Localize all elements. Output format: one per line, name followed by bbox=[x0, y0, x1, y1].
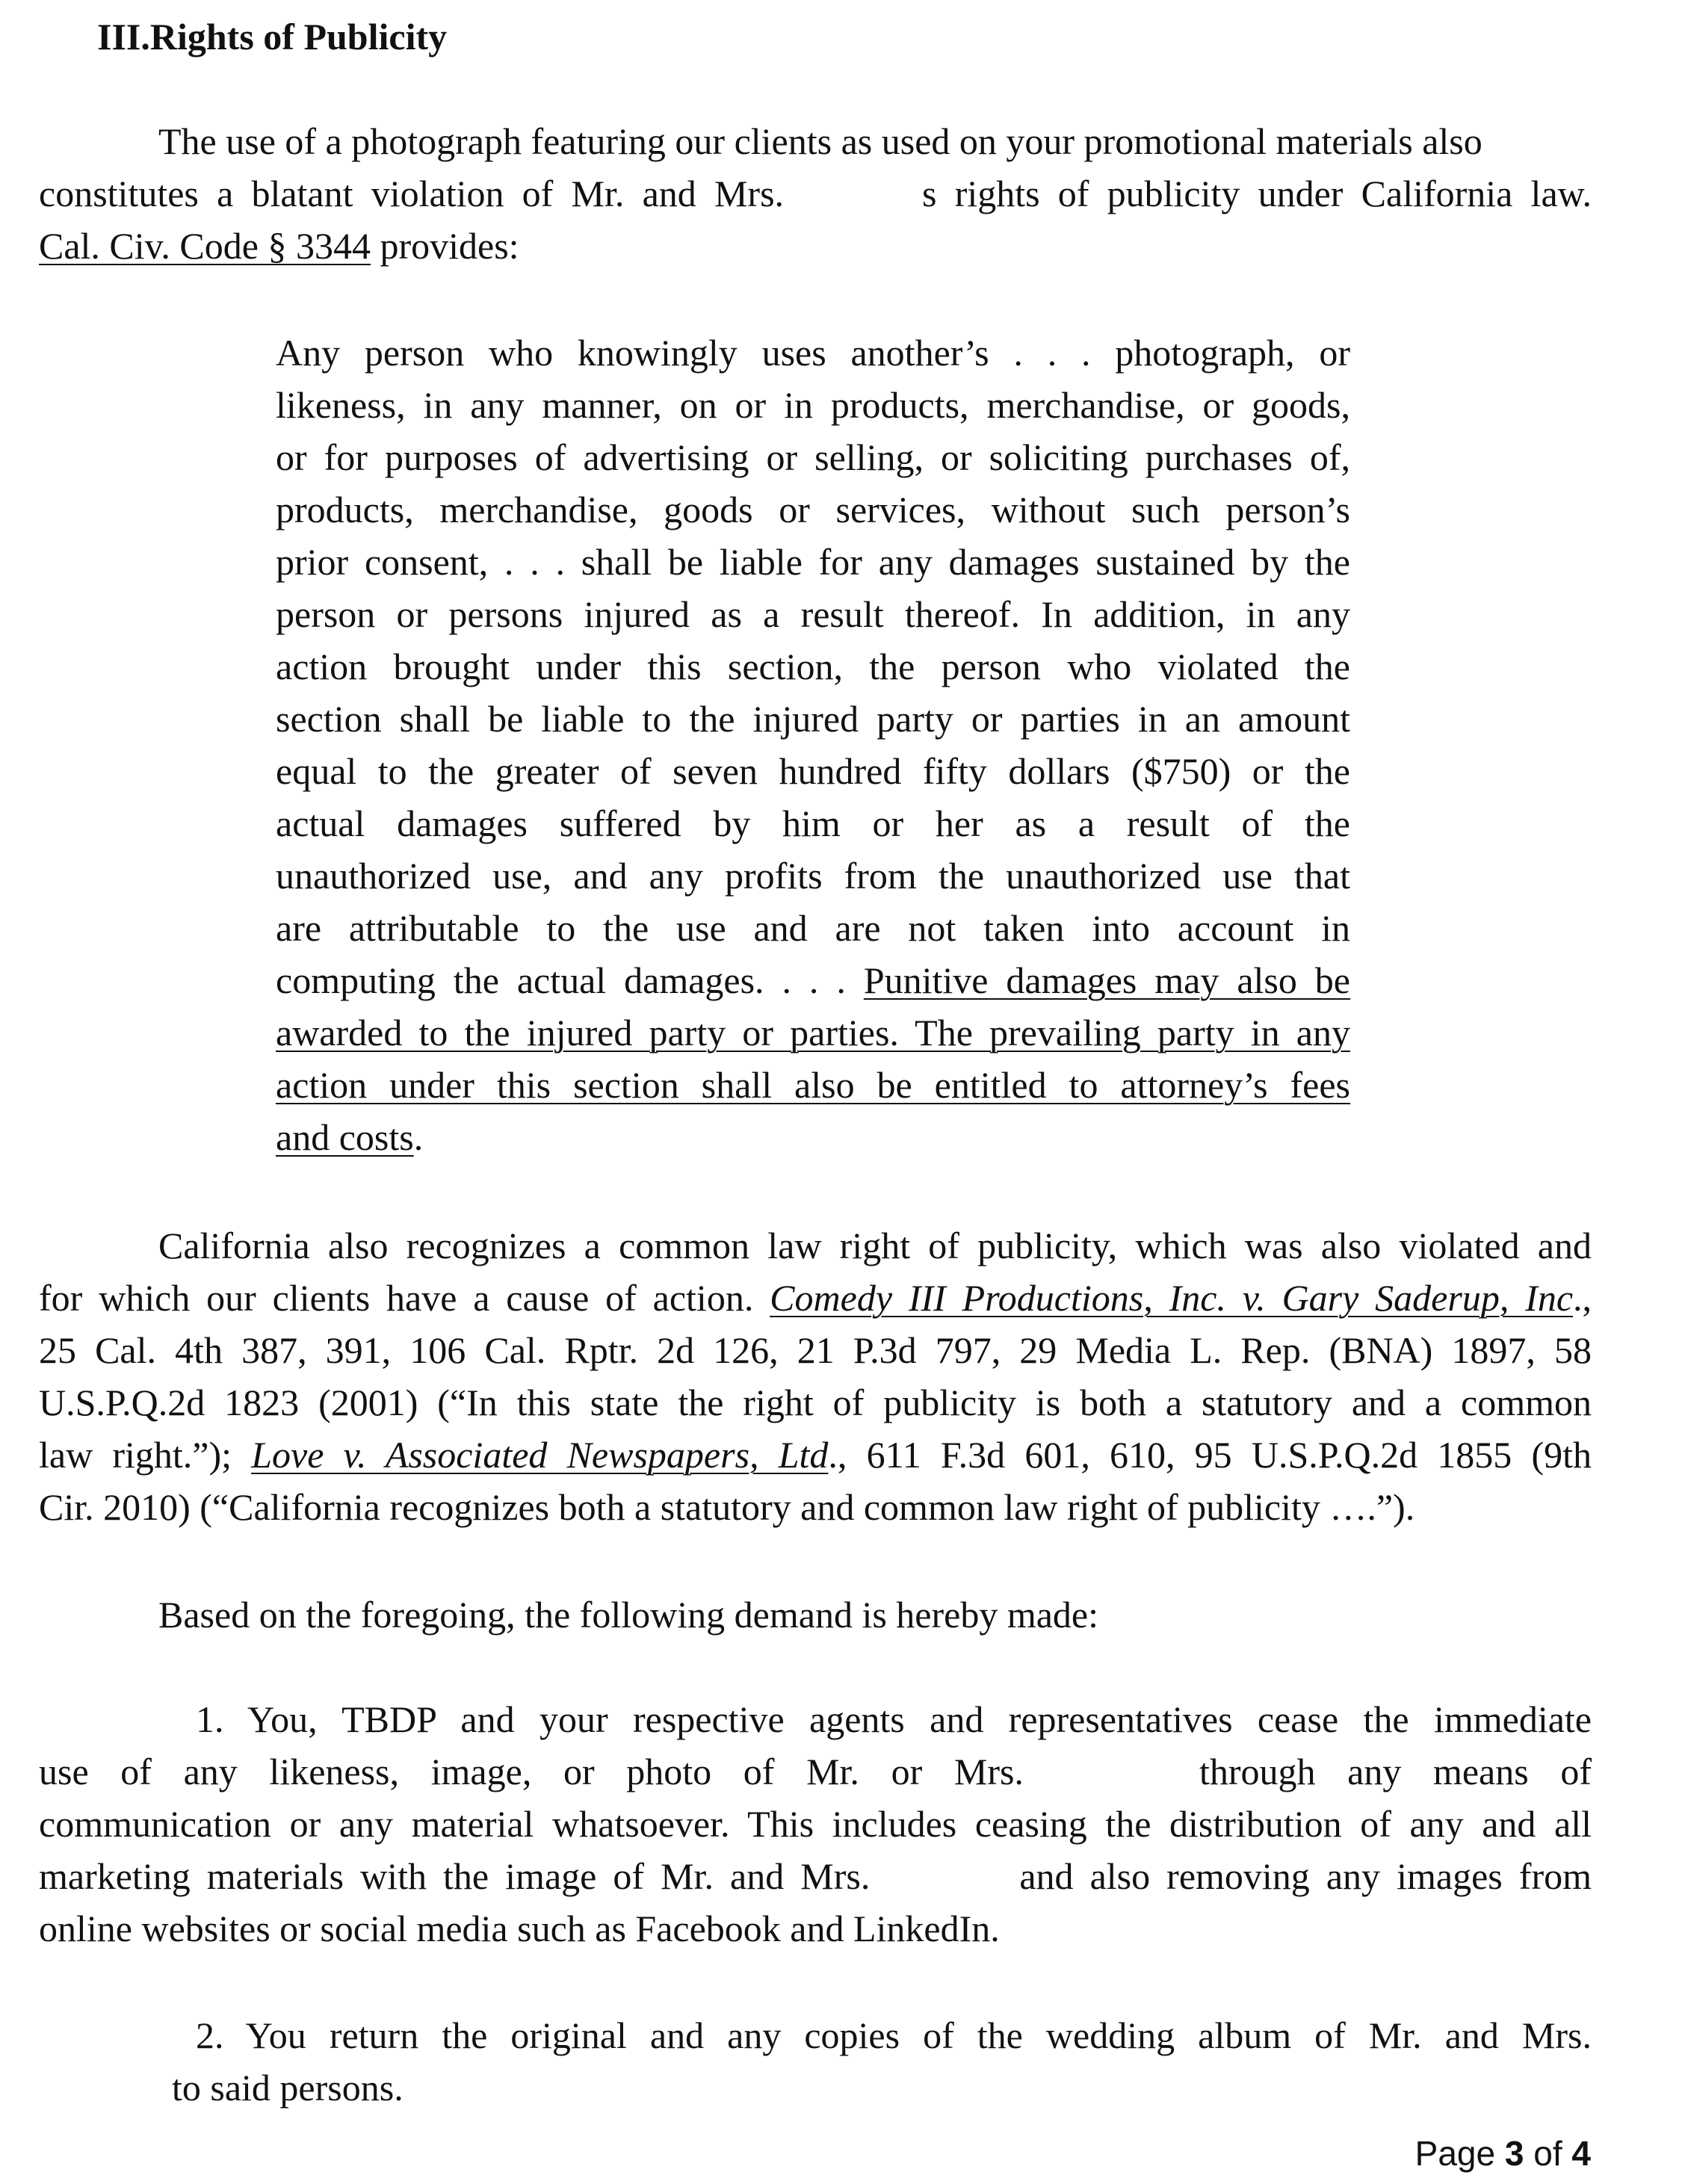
paragraph-2-text: ., bbox=[1573, 1277, 1592, 1319]
quote-line: or for purposes of advertising or selling, or soliciting purchases of, bbox=[276, 436, 1350, 478]
quote-underlined-line: awarded to the injured party or parties. The prevailing party in any bbox=[276, 1012, 1350, 1054]
paragraph-2-line-3: 25 Cal. 4th 387, 391, 106 Cal. Rptr. 2d 126, 21 P.3d 797, 29 Media L. Rep. (BNA) 1897, 58 bbox=[39, 1329, 1592, 1371]
quote-line bbox=[276, 954, 1350, 1006]
demand-item-1-text: through any means of bbox=[1199, 1751, 1592, 1792]
total-pages: 4 bbox=[1571, 2134, 1591, 2173]
quote-line: Any person who knowingly uses another’s . . . photograph, or bbox=[276, 332, 1350, 374]
page-label: Page bbox=[1415, 2134, 1496, 2173]
paragraph-2-text: law right.”); bbox=[39, 1434, 252, 1476]
quote-line: are attributable to the use and are not taken into account in bbox=[276, 907, 1350, 949]
demand-item-1-text: marketing materials with the image of Mr. and Mrs. bbox=[39, 1855, 871, 1897]
quote-line: person or persons injured as a result thereof. In addition, in any bbox=[276, 593, 1350, 635]
quote-line: section shall be liable to the injured party or parties in an amount bbox=[276, 698, 1350, 740]
quote-text: . bbox=[413, 1116, 424, 1158]
quote-line: products, merchandise, goods or services, without such person’s bbox=[276, 489, 1350, 530]
paragraph-2-line-4: U.S.P.Q.2d 1823 (2001) (“In this state the right of publicity is both a statutory and a common bbox=[39, 1382, 1592, 1423]
demand-item-1-line-5: online websites or social media such as Facebook and LinkedIn. bbox=[39, 1908, 1000, 1949]
statute-citation: Cal. Civ. Code § 3344 bbox=[39, 225, 371, 267]
demand-item-1-text: use of any likeness, image, or photo of Mr. or Mrs. bbox=[39, 1751, 1024, 1792]
current-page: 3 bbox=[1504, 2134, 1524, 2173]
quote-underlined-text: Punitive damages may also be bbox=[863, 959, 1350, 1001]
quote-line: action brought under this section, the person who violated the bbox=[276, 646, 1350, 687]
quote-line: prior consent, . . . shall be liable for any damages sustained by the bbox=[276, 541, 1350, 583]
quote-last-line bbox=[276, 1111, 423, 1163]
paragraph-2-text: ., 611 F.3d 601, 610, 95 U.S.P.Q.2d 1855 (9th bbox=[828, 1434, 1592, 1476]
paragraph-2-line-1: California also recognizes a common law right of publicity, which was also violated and bbox=[158, 1225, 1592, 1266]
demand-item-2-line-2: to said persons. bbox=[172, 2067, 404, 2109]
quote-underlined-text: and costs bbox=[276, 1116, 414, 1158]
paragraph-1-line-1: The use of a photograph featuring our clients as used on your promotional materials also bbox=[158, 120, 1483, 162]
demand-item-1-line-4 bbox=[39, 1850, 1592, 1902]
demand-item-1-line-1: 1. You, TBDP and your respective agents and representatives cease the immediate bbox=[196, 1698, 1592, 1740]
page-number bbox=[1415, 2131, 1591, 2176]
quote-line: actual damages suffered by him or her as a result of the bbox=[276, 802, 1350, 844]
demand-intro: Based on the foregoing, the following demand is hereby made: bbox=[158, 1594, 1099, 1636]
quote-text: computing the actual damages. . . . bbox=[276, 959, 864, 1001]
paragraph-1-text: s rights of publicity under California law. bbox=[922, 173, 1592, 214]
section-heading: III.Rights of Publicity bbox=[97, 16, 448, 58]
quote-line: likeness, in any manner, on or in products, merchandise, or goods, bbox=[276, 384, 1350, 426]
paragraph-2-line-6: Cir. 2010) (“California recognizes both a statutory and common law right of publicity ….”). bbox=[39, 1486, 1415, 1528]
quote-line: equal to the greater of seven hundred fifty dollars ($750) or the bbox=[276, 750, 1350, 792]
paragraph-2-text: for which our clients have a cause of action. bbox=[39, 1277, 770, 1319]
paragraph-1-line-3 bbox=[39, 220, 519, 272]
paragraph-1-text: constitutes a blatant violation of Mr. and Mrs. bbox=[39, 173, 785, 214]
of-label: of bbox=[1533, 2134, 1562, 2173]
paragraph-2-line-2 bbox=[39, 1272, 1592, 1324]
quote-underlined-line: action under this section shall also be entitled to attorney’s fees bbox=[276, 1064, 1350, 1106]
demand-item-1-line-2 bbox=[39, 1745, 1592, 1798]
paragraph-1-line-2 bbox=[39, 167, 1592, 220]
paragraph-2-line-5 bbox=[39, 1429, 1592, 1481]
demand-item-2-line-1: 2. You return the original and any copies of the wedding album of Mr. and Mrs. bbox=[196, 2014, 1592, 2056]
case-citation-comedy-iii: Comedy III Productions, Inc. v. Gary Saderup, Inc bbox=[770, 1277, 1574, 1319]
demand-item-1-text: and also removing any images from bbox=[1019, 1855, 1592, 1897]
demand-item-1-line-3: communication or any material whatsoever. This includes ceasing the distribution of any and all bbox=[39, 1803, 1592, 1845]
paragraph-1-text: provides: bbox=[370, 225, 519, 267]
quote-line: unauthorized use, and any profits from the unauthorized use that bbox=[276, 855, 1350, 897]
case-citation-love: Love v. Associated Newspapers, Ltd bbox=[251, 1434, 829, 1476]
